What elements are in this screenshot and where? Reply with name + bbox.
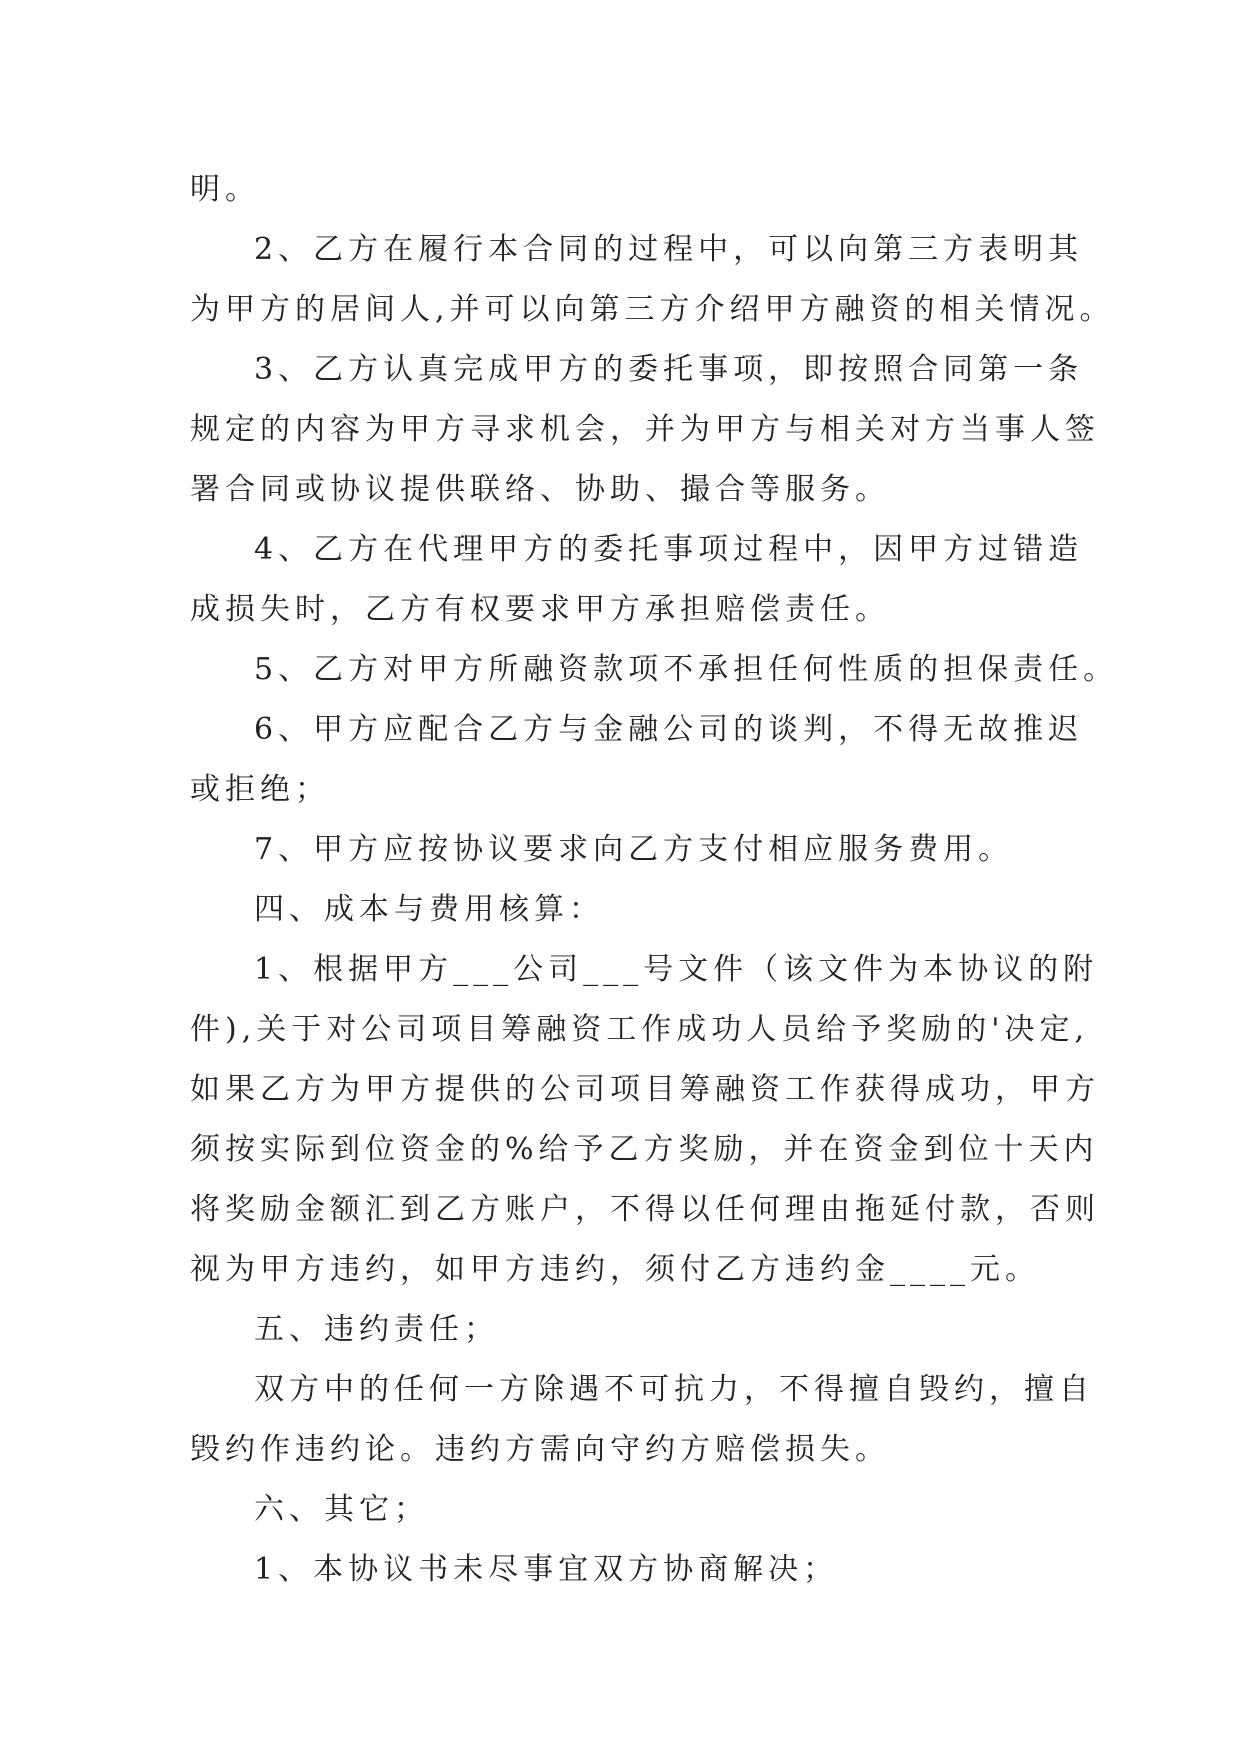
text-line: 双方中的任何一方除遇不可抗力，不得擅自毁约，擅自	[254, 1372, 1094, 1407]
text-line: 2、乙方在履行本合同的过程中，可以向第三方表明其	[254, 232, 1084, 267]
text-line: 5、乙方对甲方所融资款项不承担任何性质的担保责任。	[254, 652, 1119, 687]
text-line: 视为甲方违约，如甲方违约，须付乙方违约金____元。	[190, 1252, 1040, 1287]
text-line: 3、乙方认真完成甲方的委托事项，即按照合同第一条	[254, 352, 1084, 387]
text-line: 六、其它；	[254, 1492, 429, 1527]
text-line: 1、本协议书未尽事宜双方协商解决；	[254, 1552, 839, 1587]
text-line: 7、甲方应按协议要求向乙方支付相应服务费用。	[254, 832, 1014, 867]
text-line: 件),关于对公司项目筹融资工作成功人员给予奖励的'决定,	[190, 1012, 1090, 1047]
text-line: 1、根据甲方___公司___号文件（该文件为本协议的附	[254, 952, 1099, 987]
text-line: 或拒绝；	[190, 772, 330, 807]
text-line: 四、成本与费用核算：	[254, 892, 604, 927]
text-line: 须按实际到位资金的%给予乙方奖励，并在资金到位十天内	[190, 1132, 1099, 1167]
text-line: 如果乙方为甲方提供的公司项目筹融资工作获得成功，甲方	[190, 1072, 1100, 1107]
text-line: 6、甲方应配合乙方与金融公司的谈判，不得无故推迟	[254, 712, 1084, 747]
text-line: 署合同或协议提供联络、协助、撮合等服务。	[190, 472, 890, 507]
text-line: 成损失时，乙方有权要求甲方承担赔偿责任。	[190, 592, 890, 627]
text-line: 规定的内容为甲方寻求机会，并为甲方与相关对方当事人签	[190, 412, 1100, 447]
document-body	[190, 160, 1119, 1600]
text-line: 为甲方的居间人,并可以向第三方介绍甲方融资的相关情况。	[190, 292, 1115, 327]
text-line: 五、违约责任；	[254, 1312, 499, 1347]
text-line: 毁约作违约论。违约方需向守约方赔偿损失。	[190, 1432, 890, 1467]
text-line: 4、乙方在代理甲方的委托事项过程中，因甲方过错造	[254, 532, 1084, 567]
text-line: 将奖励金额汇到乙方账户，不得以任何理由拖延付款，否则	[190, 1192, 1100, 1227]
text-line: 明。	[190, 172, 260, 207]
